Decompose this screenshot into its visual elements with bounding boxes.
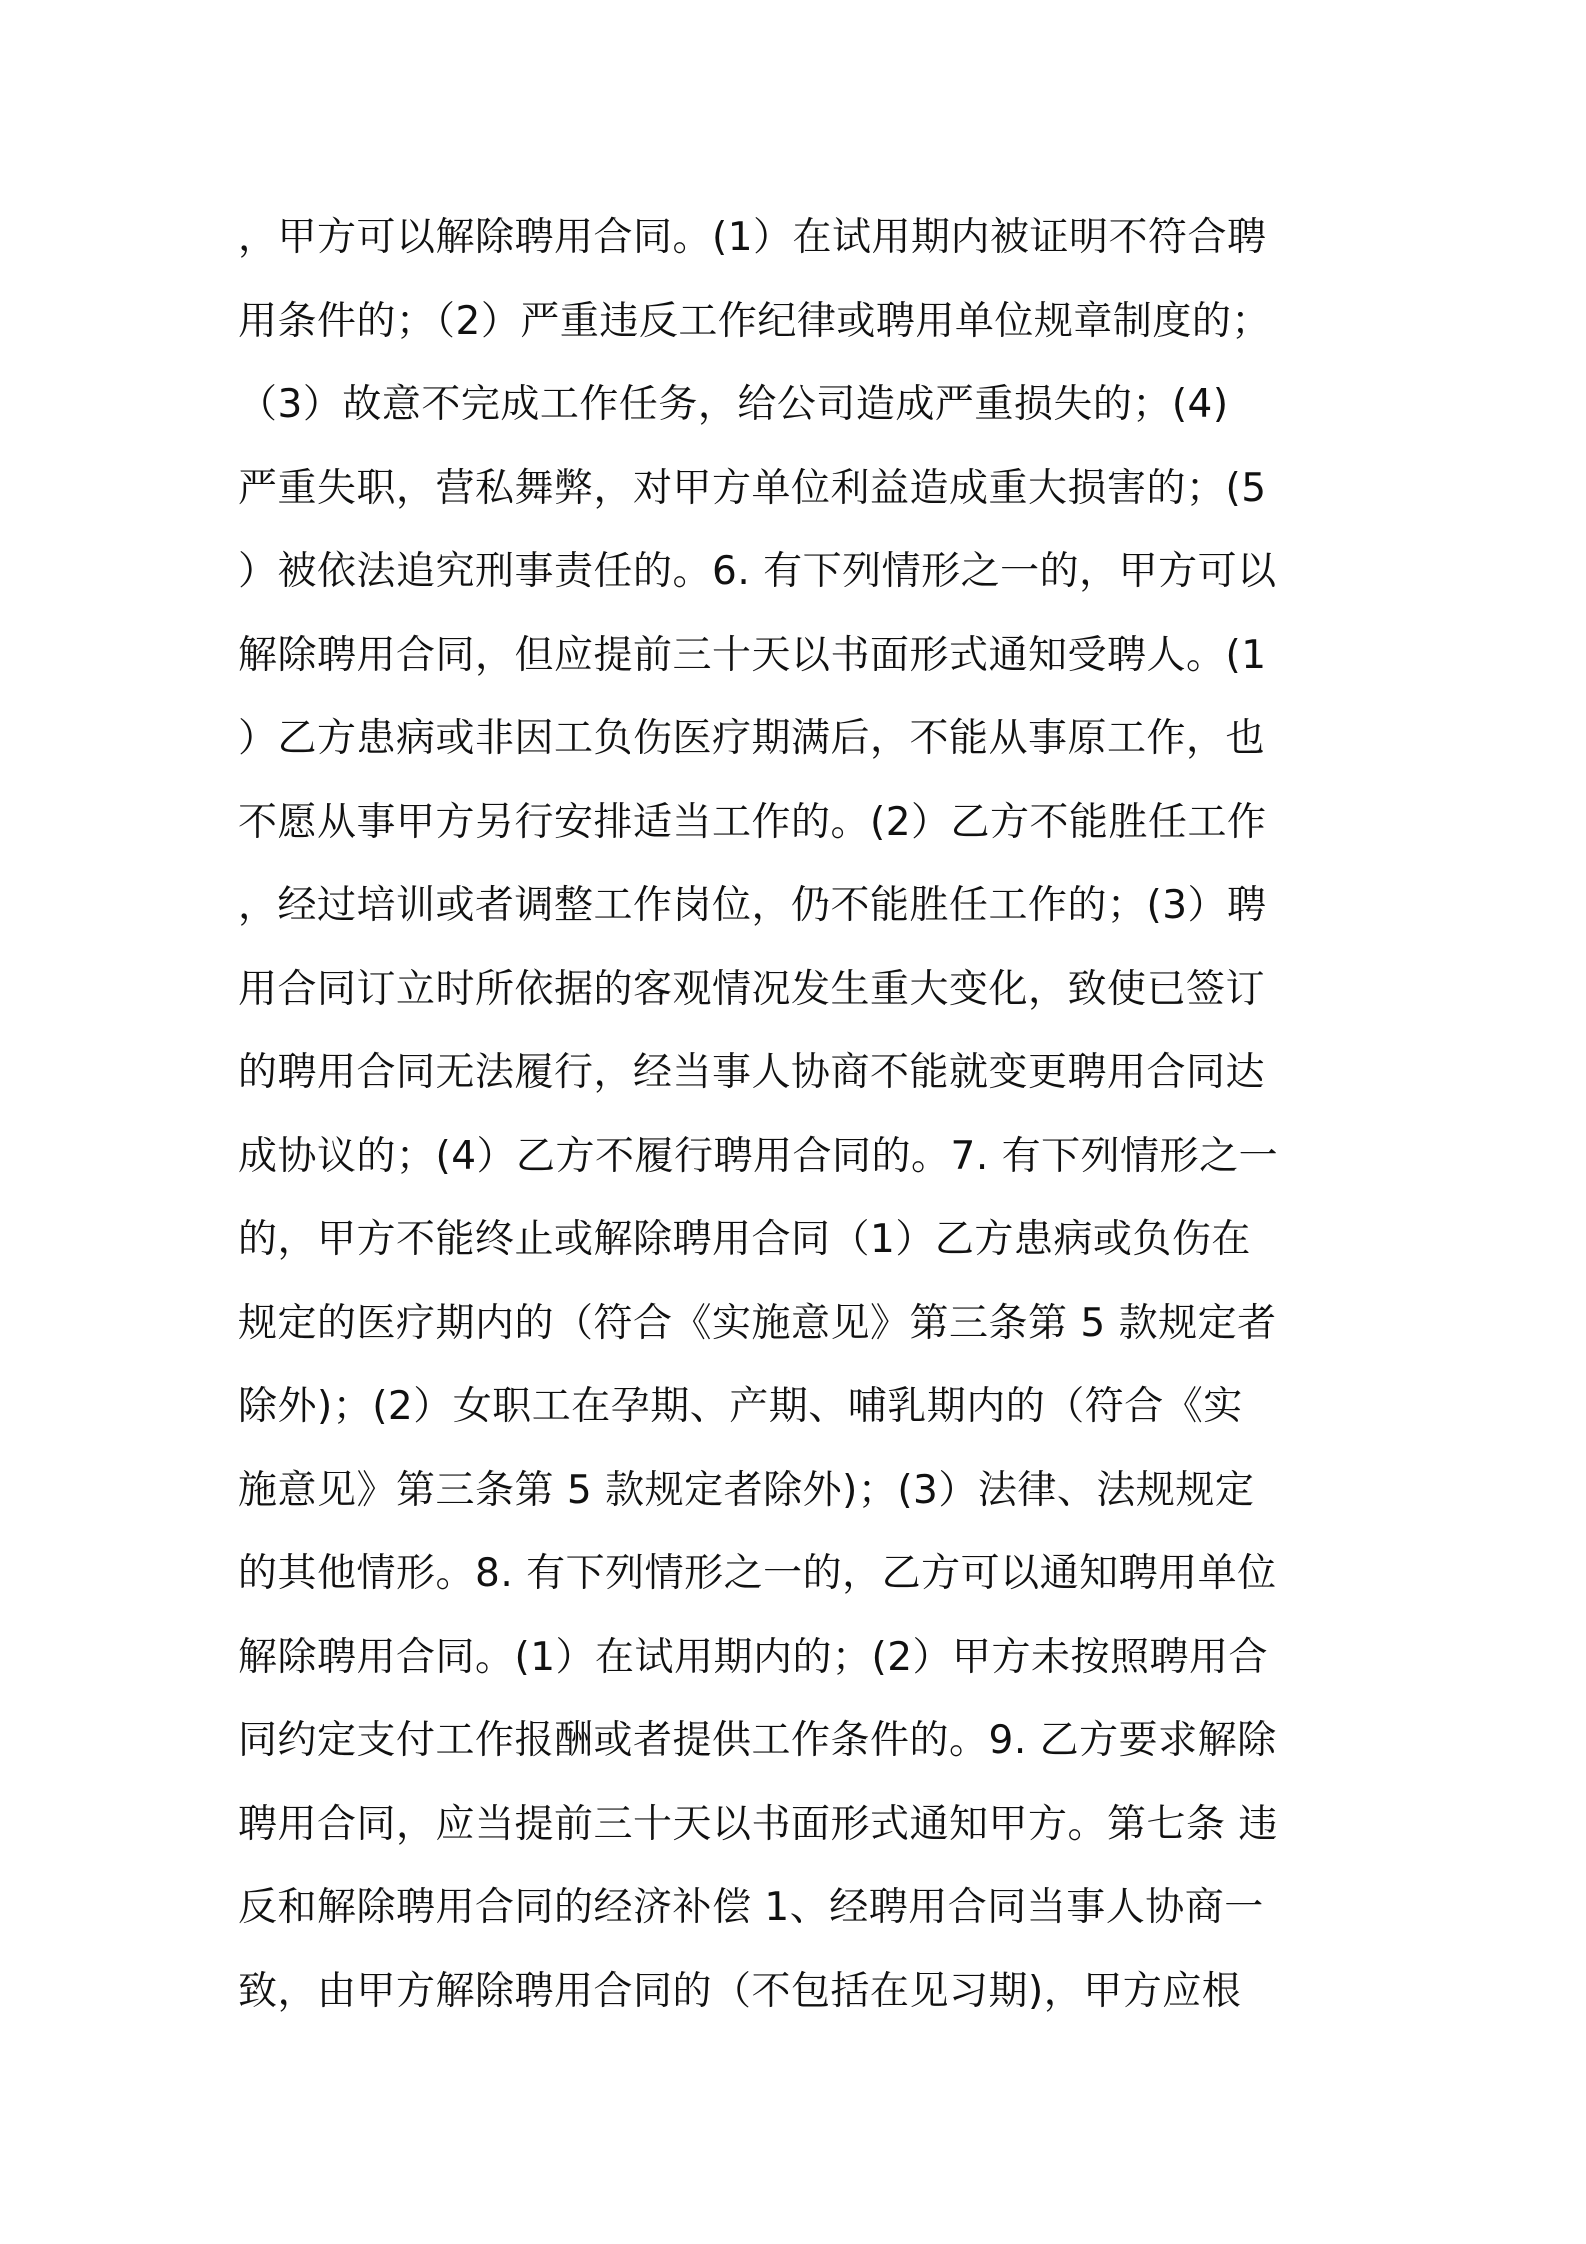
- text-line: 的聘用合同无法履行，经当事人协商不能就变更聘用合同达: [238, 1050, 1266, 1095]
- text-line: 严重失职，营私舞弊，对甲方单位利益造成重大损害的；(5: [238, 465, 1267, 511]
- text-line: 解除聘用合同。(1）在试用期内的；(2）甲方未按照聘用合: [238, 1634, 1269, 1680]
- text-line: 不愿从事甲方另行安排适当工作的。(2）乙方不能胜任工作: [238, 799, 1267, 845]
- text-line: 用条件的；（2）严重违反工作纪律或聘用单位规章制度的；: [238, 298, 1271, 344]
- text-line: 施意见》第三条第 5 款规定者除外)；(3）法律、法规规定: [238, 1467, 1255, 1513]
- text-line: 的其他情形。8. 有下列情形之一的，乙方可以通知聘用单位: [238, 1551, 1277, 1596]
- text-line: ，甲方可以解除聘用合同。(1）在试用期内被证明不符合聘: [238, 215, 1267, 260]
- document-body: [238, 196, 1358, 2033]
- text-line: ）被依法追究刑事责任的。6. 有下列情形之一的，甲方可以: [238, 549, 1277, 594]
- text-line: 同约定支付工作报酬或者提供工作条件的。9. 乙方要求解除: [238, 1718, 1277, 1763]
- text-line: 的，甲方不能终止或解除聘用合同（1）乙方患病或负伤在: [238, 1217, 1251, 1262]
- text-line: 反和解除聘用合同的经济补偿 1、经聘用合同当事人协商一: [238, 1885, 1264, 1930]
- text-line: 聘用合同，应当提前三十天以书面形式通知甲方。第七条 违: [238, 1801, 1278, 1847]
- text-line: 成协议的；(4）乙方不履行聘用合同的。7. 有下列情形之一: [238, 1133, 1279, 1179]
- text-line: 致，由甲方解除聘用合同的（不包括在见习期)，甲方应根: [238, 1968, 1242, 2014]
- text-line: 解除聘用合同，但应提前三十天以书面形式通知受聘人。(1: [238, 632, 1267, 678]
- text-line: 规定的医疗期内的（符合《实施意见》第三条第 5 款规定者: [238, 1300, 1277, 1346]
- text-line: 用合同订立时所依据的客观情况发生重大变化，致使已签订: [238, 966, 1266, 1012]
- text-line: （3）故意不完成工作任务，给公司造成严重损失的；(4): [238, 382, 1229, 427]
- text-line: 除外)；(2）女职工在孕期、产期、哺乳期内的（符合《实: [238, 1384, 1243, 1429]
- text-line: ，经过培训或者调整工作岗位，仍不能胜任工作的；(3）聘: [238, 883, 1267, 928]
- text-line: ）乙方患病或非因工负伤医疗期满后，不能从事原工作，也: [238, 716, 1266, 761]
